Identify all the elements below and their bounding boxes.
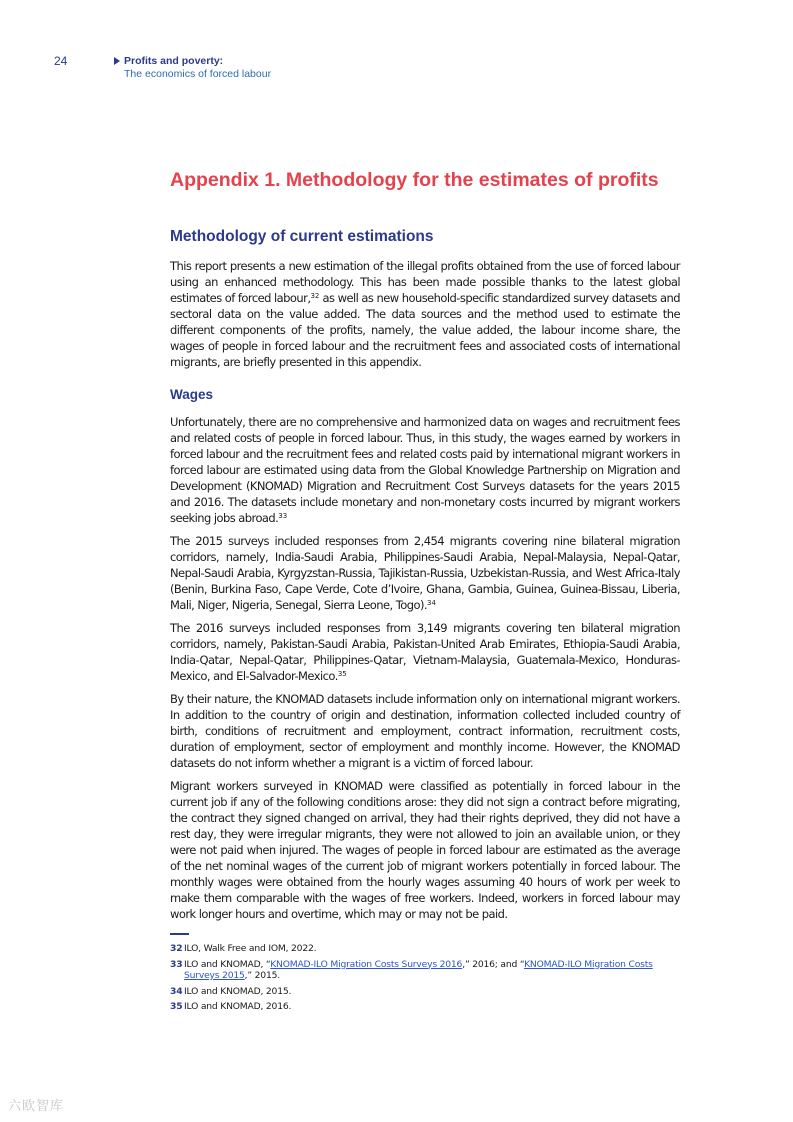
- footnotes: [170, 933, 680, 1017]
- appendix-title: Appendix 1. Methodology for the estimates of profits: [170, 169, 659, 191]
- wages-paragraph-1: Unfortunately, there are no comprehensive and harmonized data on wages and recruitment fees and related costs of people in forced labour. Thus, in this study, the wages earned by workers in forced labour and the recruitment fees and related costs paid by international migrant workers in forced labour are estimated using data from the Global Knowledge Partnership on Migration and Development (KNOMAD) Migration and Recruitment Cost Surveys datasets for the years 2015 and 2016. The datasets include monetary and non-monetary costs incurred by migrant workers seeking jobs abroad.$^{33}$: [170, 415, 680, 525]
- footnote-33: 33 ILO and KNOMAD, “KNOMAD-ILO Migration Costs Surveys 2016,” 2016; and “KNOMAD-ILO Migration Costs Surveys 2015,” 2015.: [170, 958, 653, 981]
- wages-paragraph-3: The 2016 surveys included responses from 3,149 migrants covering ten bilateral migration corridors, namely, Pakistan-Saudi Arabia, Pakistan-United Arab Emirates, Ethiopia-Saudi Arabia, India-Qatar, Nepal-Qatar, Philippines-Qatar, Vietnam-Malaysia, Guatemala-Mexico, Honduras-Mexico, and El-Salvador-Mexico.$^{35}$: [170, 621, 680, 683]
- triangle-bullet-icon: [114, 57, 120, 65]
- main-content: [170, 166, 680, 929]
- watermark: 六欧智库: [8, 1099, 65, 1114]
- running-header: [114, 55, 271, 81]
- running-header-subtitle: The economics of forced labour: [124, 68, 272, 80]
- section-title: Methodology of current estimations: [170, 228, 434, 245]
- intro-paragraph: This report presents a new estimation of the illegal profits obtained from the use of forced labour using an enhanced methodology. This has been made possible thanks to the latest global estimates of forced labour,$^{32}$ as well as new household-specific standardized survey datasets and sectoral data on the value added. The data sources and the method used to estimate the different components of the profits, namely, the value added, the labour income share, the wages of people in forced labour and the recruitment fees and associated costs of international migrants, are briefly presented in this appendix.: [170, 259, 680, 369]
- link-knomad-2016[interactable]: KNOMAD-ILO Migration Costs Surveys 2016: [270, 958, 463, 970]
- wages-heading: Wages: [170, 387, 214, 402]
- link-knomad-2015[interactable]: KNOMAD-ILO Migration Costs Surveys 2015: [184, 958, 653, 981]
- footnote-ref-34[interactable]: 34: [426, 599, 436, 607]
- page-number: 24: [54, 54, 68, 68]
- footnote-34: 34 ILO and KNOMAD, 2015.: [170, 985, 292, 997]
- footnote-ref-32[interactable]: 32: [310, 292, 320, 300]
- footnote-ref-33[interactable]: 33: [278, 512, 288, 520]
- running-header-title: Profits and poverty:: [124, 55, 224, 67]
- footnote-35: 35 ILO and KNOMAD, 2016.: [170, 1001, 292, 1012]
- wages-paragraph-2: The 2015 surveys included responses from 2,454 migrants covering nine bilateral migration corridors, namely, India-Saudi Arabia, Philippines-Saudi Arabia, Nepal-Malaysia, Nepal-Qatar, Nepal-Saudi Arabia, Kyrgyzstan-Russia, Tajikistan-Russia, Uzbekistan-Russia, and West Africa-Italy (Benin, Burkina Faso, Cape Verde, Cote d’Ivoire, Ghana, Gambia, Guinea, Guinea-Bissau, Liberia, Mali, Niger, Nigeria, Senegal, Sierra Leone, Togo).$^{34}$: [170, 534, 680, 612]
- footnote-divider: [170, 933, 189, 935]
- wages-paragraph-5: Migrant workers surveyed in KNOMAD were classified as potentially in forced labour in the current job if any of the following conditions arose: they did not sign a contract before migrating, the contract they signed changed on arrival, they had their rights deprived, they did not have a rest day, they were irregular migrants, they were not allowed to join an available union, or they were not paid when injured. The wages of people in forced labour are estimated as the average of the net nominal wages of the current job of migrant workers potentially in forced labour. The monthly wages were obtained from the hourly wages assuming 40 hours of work per week to make them comparable with the wages of free workers. Indeed, workers in forced labour may work longer hours and overtime, which may or may not be paid.: [170, 779, 680, 921]
- footnote-ref-35[interactable]: 35: [337, 670, 347, 678]
- footnote-32: 32 ILO, Walk Free and IOM, 2022.: [170, 943, 317, 954]
- wages-paragraph-4: By their nature, the KNOMAD datasets include information only on international migrant workers. In addition to the country of origin and destination, information collected included country of birth, conditions of recruitment and employment, contract information, recruitment costs, duration of employment, sector of employment and monthly income. However, the KNOMAD datasets do not inform whether a migrant is a victim of forced labour.: [170, 692, 680, 770]
